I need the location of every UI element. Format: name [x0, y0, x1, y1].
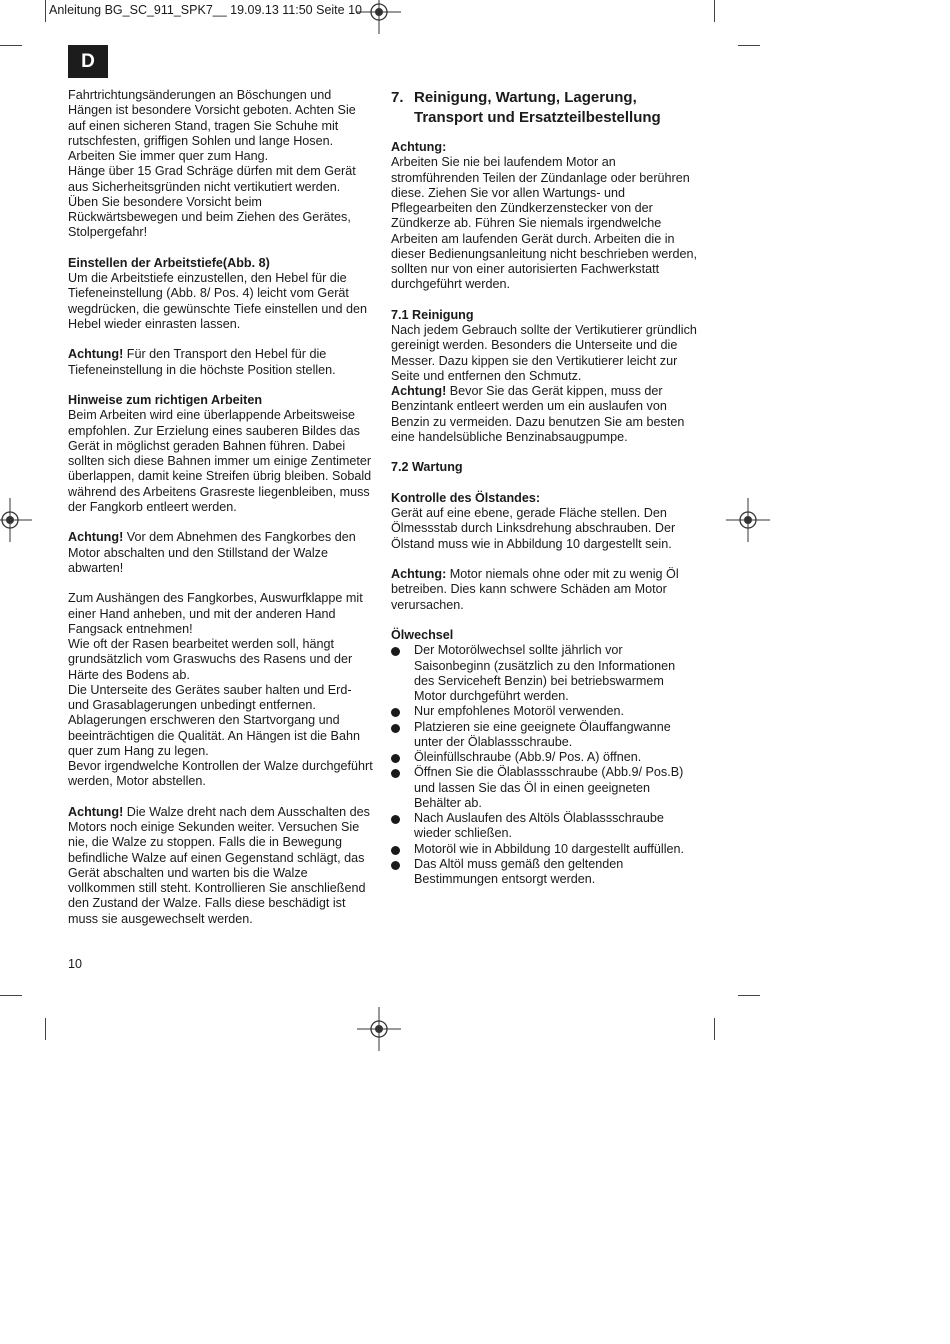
- heading-oil-level: Kontrolle des Ölstandes:: [391, 490, 541, 505]
- paragraph: Arbeiten Sie nie bei laufendem Motor an stromführenden Teilen der Zündanlage oder berühren diese. Ziehen Sie vor allen Wartungs- und Pflegearbeiten den Zündkerzenstecker von der Zündkerze ab. Führen Sie niemals irgendwelche Arbeiten am laufenden Gerät durch. Arbeiten die in dieser Bedienungsanleitung nicht beschrieben werden, sollten nur von einer autorisierten Fachwerkstatt durchgeführt werden.: [391, 155, 697, 292]
- heading-oil-change: Ölwechsel: [391, 628, 454, 642]
- list-item: Das Altöl muss gemäß den geltenden Bestimmungen entsorgt werden.: [391, 857, 697, 888]
- crop-mark: [0, 45, 22, 46]
- paragraph: Gerät auf eine ebene, gerade Fläche stellen. Den Ölmessstab durch Linksdrehung abschrauben. Der Ölstand muss wie in Abbildung 10 dargestellt sein.: [391, 506, 676, 551]
- warning-text: Für den Transport den Hebel für die Tiefeneinstellung in die höchste Position stellen.: [68, 347, 336, 377]
- crop-mark: [0, 995, 22, 996]
- crop-mark: [738, 995, 760, 996]
- left-column: [68, 88, 374, 927]
- section-number: 7.: [391, 89, 404, 106]
- oil-change-list: [391, 643, 697, 887]
- warning-paragraph: [391, 567, 697, 613]
- list-item: Nur empfohlenes Motoröl verwenden.: [391, 704, 697, 719]
- registration-mark-icon: [0, 498, 32, 542]
- warning-paragraph: [68, 805, 374, 927]
- list-item: Öleinfüllschraube (Abb.9/ Pos. A) öffnen.: [391, 750, 697, 765]
- list-item: Platzieren sie eine geeignete Ölauffangwanne unter der Ölablassschraube.: [391, 720, 697, 751]
- heading-cleaning: 7.1 Reinigung: [391, 307, 474, 322]
- crop-mark: [45, 1018, 46, 1040]
- warning-paragraph: [391, 384, 697, 445]
- page-number: 10: [68, 957, 83, 971]
- crop-mark: [714, 1018, 715, 1040]
- warning-text: Motor niemals ohne oder mit zu wenig Öl betreiben. Dies kann schwere Schäden am Motor verursachen.: [391, 567, 679, 612]
- print-slug: Anleitung BG_SC_911_SPK7__ 19.09.13 11:50 Seite 10: [49, 3, 362, 17]
- paragraph: Bevor irgendwelche Kontrollen der Walze durchgeführt werden, Motor abstellen.: [68, 759, 373, 789]
- warning-label: Achtung!: [68, 804, 124, 819]
- paragraph: Hänge über 15 Grad Schräge dürfen mit dem Gerät aus Sicherheitsgründen nicht vertikutiert werden.: [68, 164, 356, 194]
- registration-mark-icon: [357, 1007, 401, 1051]
- warning-label: Achtung!: [68, 530, 124, 545]
- section-title-text: Reinigung, Wartung, Lagerung, Transport und Ersatzteilbestellung: [414, 89, 661, 126]
- registration-mark-icon: [726, 498, 770, 542]
- section-title: [391, 88, 697, 128]
- list-item: Motoröl wie in Abbildung 10 dargestellt auffüllen.: [391, 842, 697, 857]
- language-badge: D: [68, 45, 108, 78]
- paragraph: Beim Arbeiten wird eine überlappende Arbeitsweise empfohlen. Zur Erzielung eines sauberen Bildes das Gerät in möglichst geraden Bahnen führen. Dabei sollten sich diese Bahnen immer um einige Zentimeter überlappen, damit keine Streifen übrig bleiben. Sobald während des Arbeitens Grasreste liegenbleiben, muss der Fangkorb entleert werden.: [68, 408, 372, 514]
- warning-paragraph: [68, 530, 374, 576]
- paragraph: Fahrtrichtungsänderungen an Böschungen und Hängen ist besondere Vorsicht geboten. Achten Sie auf einen sicheren Stand, tragen Sie Schuhe mit rutschfesten, griffigen Sohlen und lange Hosen. Arbeiten Sie immer quer zum Hang.: [68, 88, 356, 163]
- heading-maintenance: 7.2 Wartung: [391, 460, 463, 475]
- crop-mark: [45, 0, 46, 22]
- list-item: Der Motorölwechsel sollte jährlich vor Saisonbeginn (zusätzlich zu den Informationen des Serviceheft Benzin) bei betriebswarmem Motor durchgeführt werden.: [391, 643, 697, 704]
- crop-mark: [738, 45, 760, 46]
- paragraph: Zum Aushängen des Fangkorbes, Auswurfklappe mit einer Hand anheben, und mit der anderen Hand Fangsack entnehmen!: [68, 591, 363, 636]
- warning-label: Achtung!: [68, 347, 124, 362]
- paragraph: Üben Sie besondere Vorsicht beim Rückwärtsbewegen und beim Ziehen des Gerätes, Stolpergefahr!: [68, 194, 351, 240]
- warning-text: Die Walze dreht nach dem Ausschalten des Motors noch einige Sekunden weiter. Versuchen Sie nie, die Walze zu stoppen. Falls die in Bewegung befindliche Walze auf einen Gegenstand schlägt, das Gerät abschalten und warten bis die Walze vollkommen still steht. Kontrollieren Sie anschließend den Zustand der Walze. Falls diese beschädigt ist muss sie ausgewechselt werden.: [68, 804, 370, 926]
- warning-label: Achtung!: [391, 384, 447, 398]
- warning-label: Achtung:: [391, 567, 447, 581]
- heading-working-depth: Einstellen der Arbeitstiefe(Abb. 8): [68, 255, 270, 270]
- paragraph: Die Unterseite des Gerätes sauber halten und Erd- und Grasablagerungen unbedingt entfernen. Ablagerungen erschweren den Startvorgang und beeinträchtigen die Qualität. An Hängen ist die Bahn quer zum Hang zu legen.: [68, 682, 360, 758]
- paragraph: Wie oft der Rasen bearbeitet werden soll, hängt grundsätzlich vom Graswuchs des Rasens und der Härte des Bodens ab.: [68, 637, 353, 682]
- warning-heading: Achtung:: [391, 140, 447, 154]
- right-column: [391, 88, 697, 887]
- warning-text: Vor dem Abnehmen des Fangkorbes den Motor abschalten und den Stillstand der Walze abwarten!: [68, 530, 356, 575]
- registration-mark-icon: [357, 0, 401, 34]
- paragraph: Um die Arbeitstiefe einzustellen, den Hebel für die Tiefeneinstellung (Abb. 8/ Pos. 4) leicht vom Gerät wegdrücken, die gewünschte Tiefe einstellen und den Hebel wieder einrasten lassen.: [68, 271, 367, 331]
- crop-mark: [714, 0, 715, 22]
- list-item: Nach Auslaufen des Altöls Ölablassschraube wieder schließen.: [391, 811, 697, 842]
- list-item: Öffnen Sie die Ölablassschraube (Abb.9/ Pos.B) und lassen Sie das Öl in einen geeigneten Behälter ab.: [391, 765, 697, 811]
- heading-working-hints: Hinweise zum richtigen Arbeiten: [68, 393, 263, 407]
- paragraph: Nach jedem Gebrauch sollte der Vertikutierer gründlich gereinigt werden. Besonders die Unterseite und die Messer. Dazu kippen sie den Vertikutierer leicht zur Seite und entfernen den Schmutz.: [391, 323, 697, 383]
- warning-text: Bevor Sie das Gerät kippen, muss der Benzintank entleert werden um ein auslaufen von Benzin zu vermeiden. Dazu benutzen Sie am besten eine handelsübliche Benzinabsaugpumpe.: [391, 384, 685, 444]
- warning-paragraph: [68, 347, 374, 378]
